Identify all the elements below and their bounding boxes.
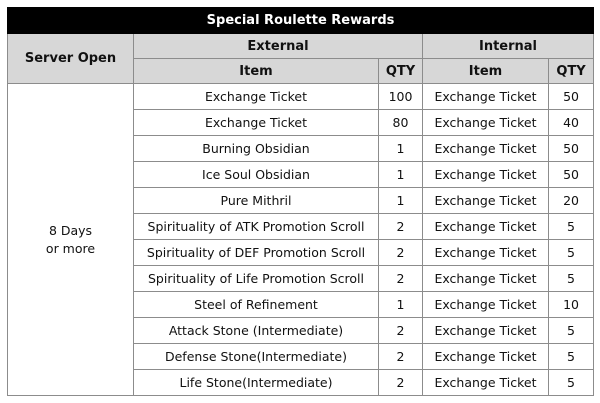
external-item-cell: Burning Obsidian	[134, 136, 379, 162]
internal-qty-cell: 50	[549, 162, 594, 188]
internal-item-cell: Exchange Ticket	[423, 266, 549, 292]
internal-qty-cell: 40	[549, 110, 594, 136]
external-item-header: Item	[134, 59, 379, 84]
special-roulette-rewards-table	[7, 7, 594, 396]
internal-item-cell: Exchange Ticket	[423, 344, 549, 370]
external-item-cell: Pure Mithril	[134, 188, 379, 214]
internal-item-cell: Exchange Ticket	[423, 292, 549, 318]
internal-qty-cell: 10	[549, 292, 594, 318]
external-qty-cell: 1	[379, 136, 423, 162]
external-qty-cell: 2	[379, 214, 423, 240]
internal-qty-cell: 50	[549, 84, 594, 110]
external-item-cell: Life Stone(Intermediate)	[134, 370, 379, 396]
internal-qty-cell: 5	[549, 214, 594, 240]
internal-item-cell: Exchange Ticket	[423, 188, 549, 214]
server-open-header: Server Open	[8, 34, 134, 84]
internal-item-cell: Exchange Ticket	[423, 162, 549, 188]
group-header-row	[8, 34, 594, 59]
internal-item-cell: Exchange Ticket	[423, 84, 549, 110]
internal-item-cell: Exchange Ticket	[423, 240, 549, 266]
external-qty-cell: 1	[379, 292, 423, 318]
server-open-value	[8, 84, 134, 396]
internal-item-header: Item	[423, 59, 549, 84]
table-title: Special Roulette Rewards	[8, 8, 594, 34]
internal-qty-cell: 5	[549, 370, 594, 396]
internal-qty-cell: 5	[549, 240, 594, 266]
external-qty-cell: 100	[379, 84, 423, 110]
external-item-cell: Spirituality of DEF Promotion Scroll	[134, 240, 379, 266]
external-qty-header: QTY	[379, 59, 423, 84]
external-qty-cell: 80	[379, 110, 423, 136]
reward-rows	[8, 84, 594, 396]
server-open-value-line2: or more	[45, 240, 96, 256]
external-qty-cell: 1	[379, 188, 423, 214]
external-qty-cell: 2	[379, 266, 423, 292]
external-item-cell: Defense Stone(Intermediate)	[134, 344, 379, 370]
external-item-cell: Attack Stone (Intermediate)	[134, 318, 379, 344]
external-item-cell: Exchange Ticket	[134, 110, 379, 136]
internal-qty-cell: 5	[549, 266, 594, 292]
internal-item-cell: Exchange Ticket	[423, 136, 549, 162]
external-header: External	[134, 34, 423, 59]
external-item-cell: Spirituality of ATK Promotion Scroll	[134, 214, 379, 240]
external-qty-cell: 2	[379, 344, 423, 370]
external-qty-cell: 1	[379, 162, 423, 188]
external-qty-cell: 2	[379, 370, 423, 396]
internal-header: Internal	[423, 34, 594, 59]
internal-qty-header: QTY	[549, 59, 594, 84]
table-title-row	[8, 8, 594, 34]
internal-qty-cell: 50	[549, 136, 594, 162]
internal-qty-cell: 5	[549, 344, 594, 370]
external-item-cell: Ice Soul Obsidian	[134, 162, 379, 188]
internal-qty-cell: 20	[549, 188, 594, 214]
server-open-value-line1: 8 Days	[48, 222, 93, 238]
external-qty-cell: 2	[379, 318, 423, 344]
external-qty-cell: 2	[379, 240, 423, 266]
internal-item-cell: Exchange Ticket	[423, 318, 549, 344]
external-item-cell: Exchange Ticket	[134, 84, 379, 110]
external-item-cell: Steel of Refinement	[134, 292, 379, 318]
internal-qty-cell: 5	[549, 318, 594, 344]
internal-item-cell: Exchange Ticket	[423, 214, 549, 240]
internal-item-cell: Exchange Ticket	[423, 110, 549, 136]
table-row	[8, 84, 594, 110]
external-item-cell: Spirituality of Life Promotion Scroll	[134, 266, 379, 292]
internal-item-cell: Exchange Ticket	[423, 370, 549, 396]
